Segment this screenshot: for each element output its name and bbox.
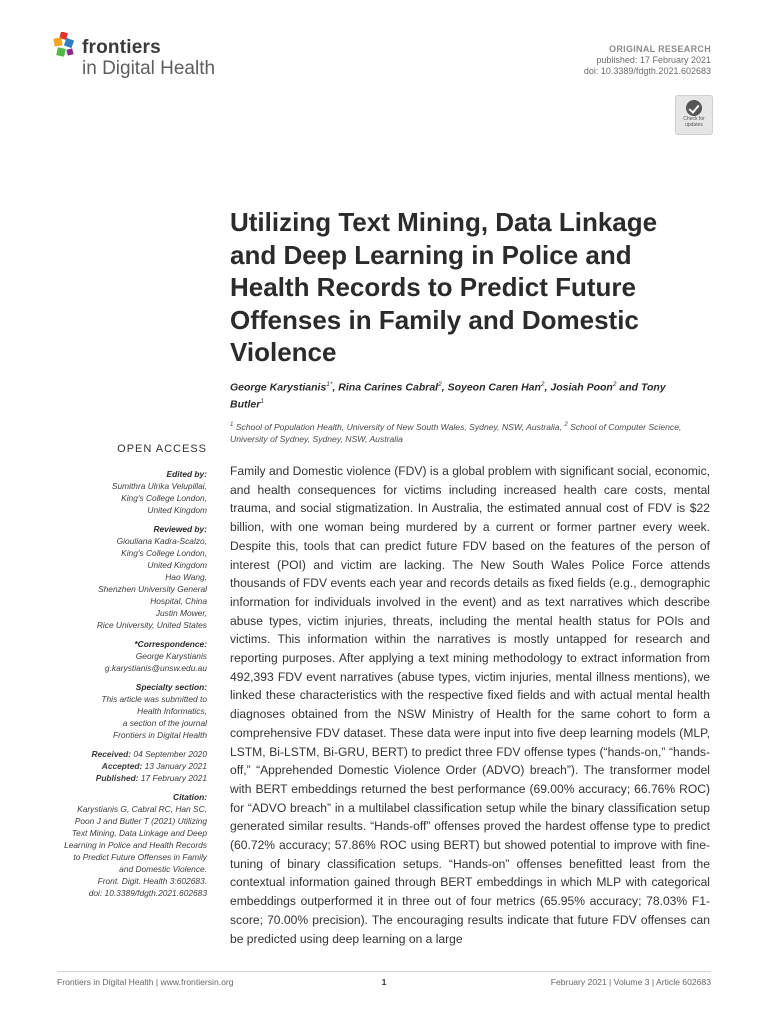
affil-mark: 2 [564, 422, 568, 428]
author-name[interactable]: Soyeon Caren Han [447, 381, 541, 394]
correspondence-email[interactable]: g.karystianis@unsw.edu.au [104, 663, 207, 673]
author-name[interactable]: George Karystianis [230, 381, 327, 394]
article-type: ORIGINAL RESEARCH [609, 44, 711, 54]
date-value: 13 January 2021 [144, 761, 207, 771]
sidebar-line: King's College London, [121, 493, 207, 503]
date-received [42, 748, 207, 760]
author-affil-mark: 2 [540, 381, 545, 388]
sidebar-line: Giouliana Kadra-Scalzo, [116, 536, 207, 546]
sidebar-label: *Correspondence: [134, 639, 207, 649]
article-title: Utilizing Text Mining, Data Linkage and Deep Learning in Police and Health Records to Predict Future Offenses in Family and Domestic Violence [230, 207, 658, 367]
check-for-updates-badge[interactable] [675, 95, 713, 135]
date-value: 17 February 2021 [140, 773, 207, 783]
reviewed-by-block [42, 523, 207, 631]
check-for-updates-label: Check for updates [683, 116, 705, 128]
sidebar-line: Hao Wang, [165, 572, 207, 582]
article-sidebar [42, 468, 207, 906]
sidebar-line: This article was submitted to [101, 694, 207, 704]
sidebar-line: United Kingdom [147, 560, 207, 570]
sidebar-line: Front. Digit. Health 3:602683. [97, 876, 207, 886]
sidebar-line: Poon J and Butler T (2021) Utilizing [74, 816, 207, 826]
sidebar-line: Karystianis G, Cabral RC, Han SC, [77, 804, 207, 814]
citation-doi[interactable]: doi: 10.3389/fdgth.2021.602683 [88, 888, 207, 898]
published-date: published: 17 February 2021 [596, 55, 711, 65]
specialty-block [42, 681, 207, 741]
sidebar-line: Sumithra Ulrika Velupillai, [111, 481, 207, 491]
sidebar-line: and Domestic Violence. [119, 864, 207, 874]
logo-name: frontiers [82, 37, 161, 58]
check-icon [686, 100, 702, 116]
frontiers-logo-icon [52, 32, 80, 60]
sidebar-label: Edited by: [166, 469, 207, 479]
author-affil-mark: 1 [260, 397, 264, 405]
affil-mark: 1 [230, 422, 234, 428]
sidebar-label: Specialty section: [135, 682, 207, 692]
sidebar-line: George Karystianis [135, 651, 207, 661]
author-affil-mark: 2 [612, 381, 617, 388]
author-name[interactable]: Rina Carines Cabral [338, 381, 439, 394]
footer-issue: February 2021 | Volume 3 | Article 602683 [550, 977, 711, 987]
open-access-label: OPEN ACCESS [117, 443, 207, 455]
sidebar-label: Citation: [173, 792, 207, 802]
date-published [42, 772, 207, 784]
sidebar-line: Learning in Police and Health Records [64, 840, 207, 850]
sidebar-line: Text Mining, Data Linkage and Deep [71, 828, 207, 838]
affiliation-text: School of Population Health, University of New South Wales, Sydney, NSW, Australia, [235, 421, 562, 432]
date-accepted [42, 760, 207, 772]
sidebar-line: Hospital, China [150, 596, 207, 606]
footer-journal[interactable]: Frontiers in Digital Health | www.frontiersin.org [57, 977, 234, 987]
correspondence-block [42, 638, 207, 674]
date-value: 04 September 2020 [133, 749, 207, 759]
logo-subtitle: in Digital Health [82, 58, 216, 79]
article-meta [584, 44, 711, 77]
date-label: Received: [91, 749, 132, 759]
page-number: 1 [381, 977, 387, 987]
author-name[interactable]: Tony Butler [230, 381, 666, 410]
article-doi[interactable]: doi: 10.3389/fdgth.2021.602683 [583, 66, 711, 76]
author-name[interactable]: Josiah Poon [550, 381, 613, 394]
affiliation-text: School of Computer Science, University of Sydney, Sydney, NSW, Australia [230, 421, 682, 445]
sidebar-line: Health Informatics, [137, 706, 207, 716]
date-label: Published: [95, 773, 139, 783]
affiliations [230, 419, 700, 446]
sidebar-label: Reviewed by: [153, 524, 207, 534]
sidebar-line: to Predict Future Offenses in Family [73, 852, 207, 862]
sidebar-line: King's College London, [121, 548, 207, 558]
abstract-text: Family and Domestic violence (FDV) is a global problem with significant social, economic, and health consequences for victims including increased health care costs, mental trauma, and social stigmatization. In Australia, the estimated annual cost of FDV is $22 billion, with one woman being murdered by a current or former partner every week. Despite this, tools that can predict future FDV based on the features of the person of interest (POI) and victim are lacking. The New South Wales Police Force attends thousands of FDV events each year and records details as fixed fields (e.g., demographic information for individuals involved in the event) and as text narratives which describe abuse types, victim injuries, threats, including the mental health status for POIs and victims. This information within the narratives is mostly untapped for research and reporting purposes. After applying a text mining methodology to extract information from 492,393 FDV event narratives (abuse types, victim injuries, mental illness mentions), we linked these characteristics with the respective fixed fields and with actual mental health diagnoses obtained from the NSW Ministry of Health for the same cohort to form a comprehensive FDV dataset. These data were input into five deep learning models (MLP, LSTM, Bi-LSTM, Bi-GRU, BERT) to predict three FDV offense types (“hands-on,” “hands-off,” “Apprehended Domestic Violence Order (ADVO) breach”). The transformer model with BERT embeddings returned the best performance (69.00% accuracy; 66.76% ROC) for “ADVO breach” in a multilabel classification setup while the binary classification setup generated similar results. “Hands-off” offenses proved the hardest offense type to predict (60.72% accuracy; 57.86% ROC using BERT) but showed potential to improve with fine-tuning of binary classification setups. “Hands-on” offenses benefitted least from the contextual information gained through BERT embeddings in which MLP with categorical embeddings outperformed it in three out of four metrics (65.95% accuracy; 78.03% F1-score; 70.00% precision). The encouraging results indicate that future FDV offenses can be predicted using deep learning on a large [230, 464, 710, 946]
page-footer [57, 971, 711, 987]
sidebar-line: Rice University, United States [96, 620, 207, 630]
sidebar-line: a section of the journal [122, 718, 207, 728]
journal-logo [52, 32, 252, 82]
author-list: George Karystianis$^{1*}$, Rina Carines Cabral$^2$, Soyeon Caren Han$^2$, Josiah Poon$^2$ and Tony Butler$^1$ [230, 381, 666, 410]
citation-block [42, 791, 207, 899]
sidebar-line: Frontiers in Digital Health [112, 730, 207, 740]
edited-by-block [42, 468, 207, 516]
date-label: Accepted: [101, 761, 143, 771]
sidebar-line: Shenzhen University General [98, 584, 207, 594]
author-affil-mark: 2 [438, 381, 442, 388]
dates-block [42, 748, 207, 784]
author-affil-mark: 1* [326, 381, 333, 388]
sidebar-line: Justin Mower, [155, 608, 207, 618]
sidebar-line: United Kingdom [147, 505, 207, 515]
